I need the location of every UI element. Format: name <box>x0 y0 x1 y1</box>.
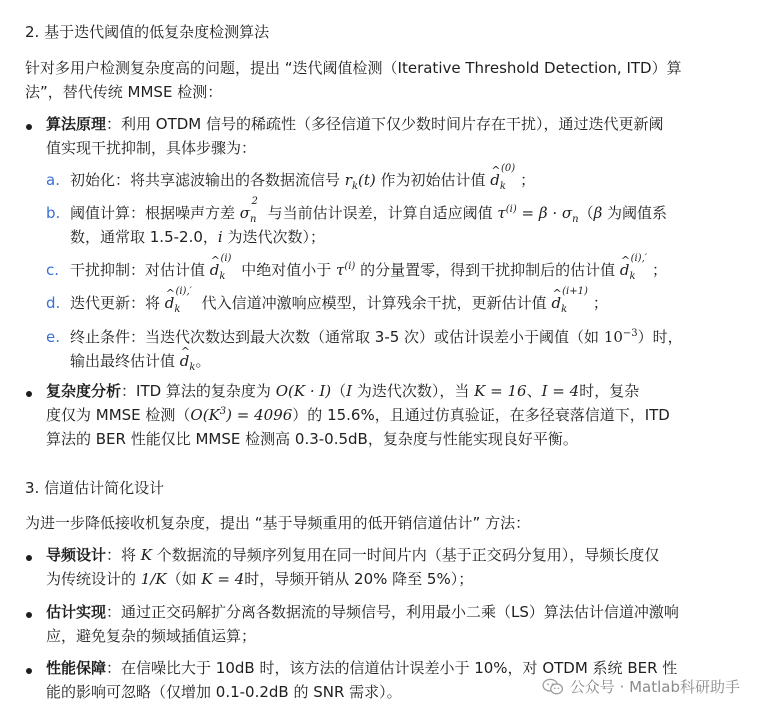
bullet-dot <box>26 612 32 618</box>
principle-label: 算法原理 <box>46 115 107 133</box>
math-ten-to-minus-3: $10^{-3}$ <box>603 328 638 346</box>
complexity-line-2 <box>46 404 670 426</box>
step-a-line <box>70 163 536 192</box>
math-k: K <box>140 546 153 564</box>
section-2-intro-line-1: 针对多用户检测复杂度高的问题，提出 “迭代阈值检测（Iterative Threshold Detection, ITD）算 <box>25 59 682 77</box>
principle-text: ：利用 OTDM 信号的稀疏性（多径信道下仅少数时间片存在干扰），通过迭代更新阈 <box>106 115 664 133</box>
bullet-dot <box>26 391 32 397</box>
bullet-dot <box>26 124 32 130</box>
complexity-text-7: ）的 15.6%，且通过仿真验证，在多径衰落信道下，ITD <box>292 406 670 424</box>
step-e-line-2 <box>70 350 210 372</box>
step-e-text: 终止条件：当迭代次数达到最大次数（通常取 3-5 次）或估计误差小于阈值（如 <box>70 328 604 346</box>
math-d-hat-k-i-prime-2: ^ $d_k^{(i),'}$ <box>165 294 197 312</box>
step-a-marker: a. <box>46 171 60 189</box>
bullet-dot <box>26 668 32 674</box>
pilot-text-2: 个数据流的导频序列复用在同一时间片内（基于正交码分复用），导频长度仅 <box>152 546 660 564</box>
watermark <box>542 676 740 698</box>
complexity-text-3: 为迭代次数），当 <box>352 382 475 400</box>
math-tau-i: $\tau^{(i)}$ <box>336 261 356 279</box>
step-c-end: ； <box>652 261 668 279</box>
math-o-k-i: O(K · I) <box>275 382 332 400</box>
step-d-end: ； <box>592 294 608 312</box>
math-i-upper: I <box>346 382 353 400</box>
principle-line-1 <box>46 113 664 135</box>
pilot-line-2 <box>46 568 473 590</box>
performance-text: ：在信噪比大于 10dB 时，该方法的信道估计误差小于 10%，对 OTDM 系统 BER 性 <box>106 659 678 677</box>
step-d-line <box>70 286 608 315</box>
pilot-text: ：将 <box>106 546 141 564</box>
step-e-text-3: 输出最终估计值 <box>70 352 180 370</box>
step-a-text-2: 作为初始估计值 <box>375 171 491 189</box>
math-sigma-n-squared: $\sigma_n^2$ <box>239 196 258 225</box>
step-d-marker: d. <box>46 294 61 312</box>
complexity-label: 复杂度分析 <box>46 382 122 400</box>
step-d-text: 迭代更新：将 <box>70 294 165 312</box>
complexity-text-5: 时，复杂 <box>579 382 640 400</box>
pilot-text-4: （如 <box>166 570 202 588</box>
math-i: i <box>217 228 223 246</box>
math-d-hat-k-i-prime: ^ $d_k^{(i),'}$ <box>620 261 652 279</box>
math-d-hat-k-i: ^ $d_k^{(i)}$ <box>210 261 237 279</box>
step-c-line <box>70 253 668 282</box>
math-k-eq-4: K = 4 <box>201 570 245 588</box>
pilot-text-5: 时，导频开销从 20% 降至 5%）； <box>244 570 474 588</box>
performance-label: 性能保障 <box>46 659 107 677</box>
section-2-intro-line-2: 法”，替代传统 MMSE 检测： <box>25 83 223 101</box>
step-c-text-3: 的分量置零，得到干扰抑制后的估计值 <box>355 261 620 279</box>
estimation-line-1 <box>46 601 679 623</box>
step-b-line-2 <box>70 226 325 248</box>
complexity-text-4: 、 <box>526 382 542 400</box>
step-b-text-6: 为迭代次数）； <box>222 228 325 246</box>
step-b-text-3: （ <box>578 204 594 222</box>
principle-line-2: 值实现干扰抑制，具体步骤为： <box>46 139 257 157</box>
complexity-text: ：ITD 算法的复杂度为 <box>121 382 276 400</box>
step-b-text-5: 数，通常取 1.5-2.0， <box>70 228 218 246</box>
pilot-line-1 <box>46 544 659 566</box>
wechat-icon <box>542 678 564 696</box>
section-2-heading: 2. 基于迭代阈值的低复杂度检测算法 <box>25 23 270 41</box>
step-e-end: 。 <box>195 352 211 370</box>
section-3-intro: 为进一步降低接收机复杂度，提出 “基于导频重用的低开销信道估计” 方法： <box>25 514 531 532</box>
step-b-text-2: 与当前估计误差，计算自适应阈值 <box>262 204 498 222</box>
pilot-label: 导频设计 <box>46 546 107 564</box>
math-tau-eq: $\tau^{(i)} = \beta \cdot \sigma_n$ <box>497 204 579 225</box>
complexity-line-3: 算法的 BER 性能仅比 MMSE 检测高 0.3-0.5dB，复杂度与性能实现良好平衡。 <box>46 430 578 448</box>
estimation-line-2: 应，避免复杂的频域插值运算； <box>46 627 257 645</box>
step-b-text: 阈值计算：根据噪声方差 <box>70 204 240 222</box>
step-c-text-2: 中绝对值小于 <box>236 261 337 279</box>
step-d-text-2: 代入信道冲激响应模型，计算残余干扰，更新估计值 <box>196 294 552 312</box>
step-e-line-1 <box>70 326 683 348</box>
section-3-heading: 3. 信道估计简化设计 <box>25 479 165 497</box>
step-b-line-1 <box>70 196 668 225</box>
math-beta: β <box>593 204 603 222</box>
math-o-k-cubed: $O(K^3) = 4096$ <box>190 406 293 424</box>
math-r-k-t: $r_k(t)$ <box>344 171 376 192</box>
performance-line-2: 能的影响可忽略（仅增加 0.1-0.2dB 的 SNR 需求）。 <box>46 683 402 701</box>
complexity-text-2: （ <box>331 382 347 400</box>
step-b-text-4: 为阈值系 <box>602 204 668 222</box>
step-a-end: ； <box>520 171 536 189</box>
estimation-text: ：通过正交码解扩分离各数据流的导频信号，利用最小二乘（LS）算法估计信道冲激响 <box>106 603 679 621</box>
math-one-over-k: 1/K <box>140 570 167 588</box>
step-a-text: 初始化：将共享滤波输出的各数据流信号 <box>70 171 345 189</box>
step-b-marker: b. <box>46 204 61 222</box>
math-i-eq-4: I = 4 <box>541 382 580 400</box>
pilot-text-3: 为传统设计的 <box>46 570 141 588</box>
math-d-hat-k-0: ^ $d_k^{(0)}$ <box>490 171 520 189</box>
step-e-marker: e. <box>46 328 60 346</box>
math-d-hat-k-i-plus-1: ^ $d_k^{(i+1)}$ <box>551 294 592 312</box>
watermark-text: 公众号 · Matlab科研助手 <box>569 678 740 696</box>
bullet-dot <box>26 555 32 561</box>
estimation-label: 估计实现 <box>46 603 107 621</box>
complexity-text-6: 度仅为 MMSE 检测（ <box>46 406 191 424</box>
math-k-eq-16: K = 16 <box>474 382 527 400</box>
complexity-line-1 <box>46 380 639 402</box>
step-c-text: 干扰抑制：对估计值 <box>70 261 210 279</box>
math-d-hat-k: ^ $d_k$ <box>180 352 196 370</box>
step-e-text-2: ）时， <box>637 328 683 346</box>
step-c-marker: c. <box>46 261 60 279</box>
